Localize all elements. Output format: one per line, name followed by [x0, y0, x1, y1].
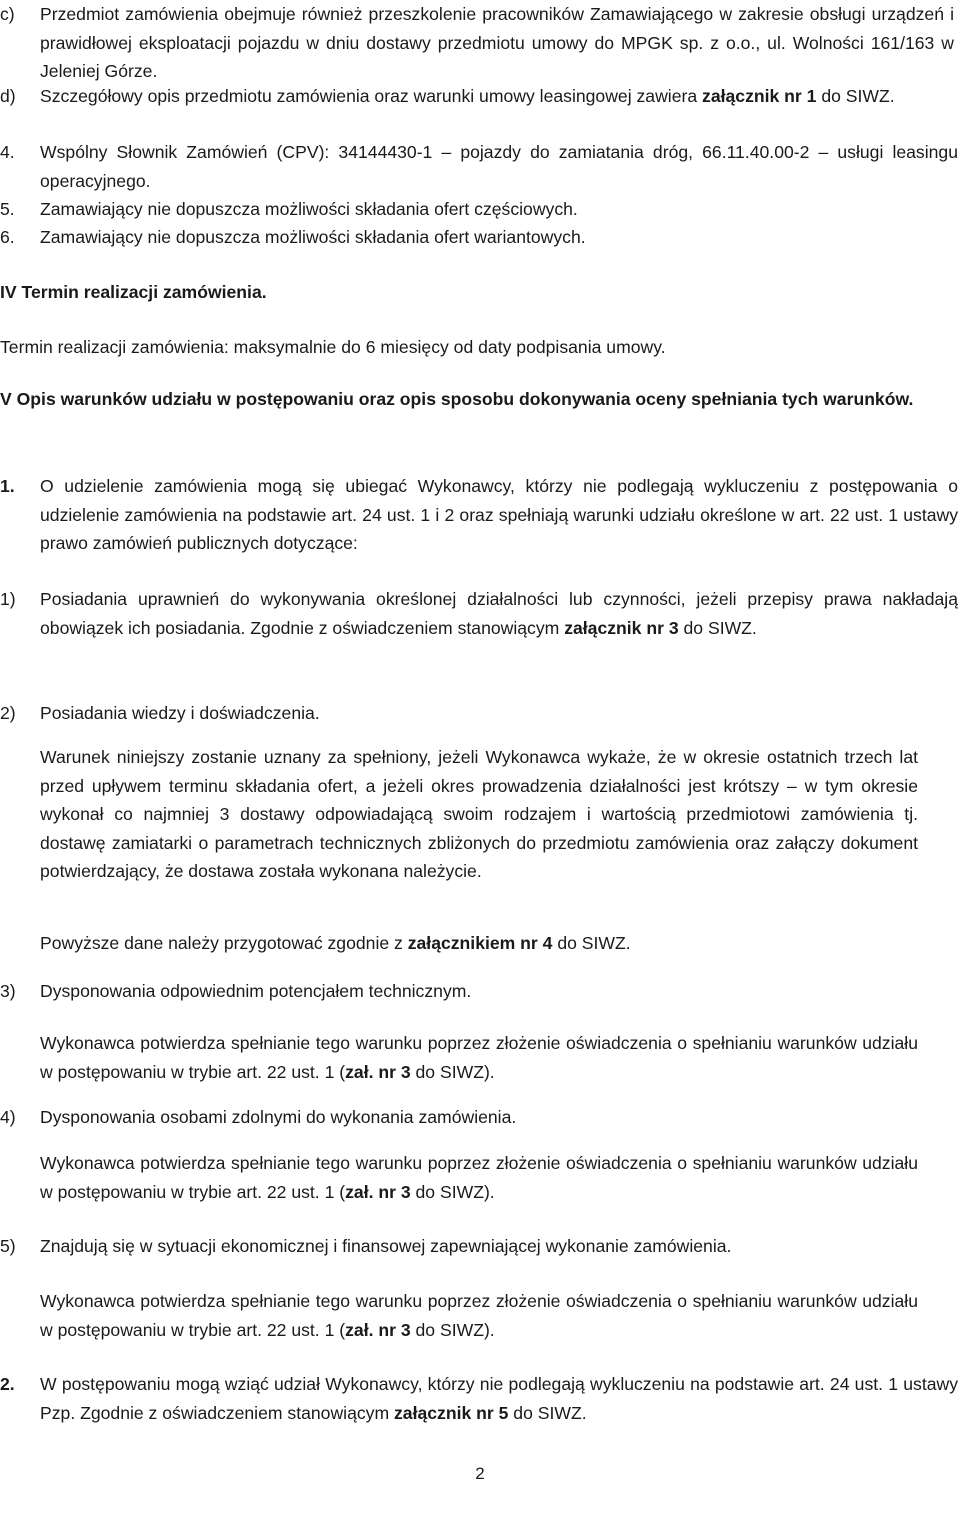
paragraph-d-tail: do SIWZ. — [816, 86, 895, 106]
condition-4-label: 4) — [0, 1107, 16, 1127]
condition-3-description — [0, 1029, 918, 1086]
condition-2 — [0, 699, 958, 728]
condition-3-desc-bold: zał. nr 3 — [345, 1061, 411, 1082]
condition-5-desc-text: Wykonawca potwierdza spełnianie tego warunku poprzez złożenie oświadczenia o spełnianiu warunków udziału w postępowaniu w trybie art. 22 ust. 1 ( — [40, 1291, 918, 1340]
paragraph-d-label: d) — [0, 86, 16, 106]
item-4-text: Wspólny Słownik Zamówień (CPV): 34144430-1 – pojazdy do zamiatania dróg, 66.11.40.00-2 – usługi leasingu operacyjnego. — [40, 142, 958, 191]
item-6-text: Zamawiający nie dopuszcza możliwości składania ofert wariantowych. — [40, 227, 586, 247]
condition-5-text: Znajdują się w sytuacji ekonomicznej i finansowej zapewniającej wykonanie zamówienia. — [40, 1236, 732, 1256]
condition-1-label: 1) — [0, 589, 16, 609]
point-2 — [0, 1370, 958, 1427]
condition-4 — [0, 1103, 958, 1132]
condition-2-text: Posiadania wiedzy i doświadczenia. — [40, 703, 320, 723]
point-1 — [0, 472, 958, 558]
condition-2-label: 2) — [0, 703, 16, 723]
item-6-label: 6. — [0, 227, 15, 247]
point-2-tail: do SIWZ. — [508, 1402, 587, 1423]
item-6 — [0, 223, 958, 252]
point-1-text: O udzielenie zamówienia mogą się ubiegać Wykonawcy, którzy nie podlegają wykluczeniu z postępowania o udzielenie zamówienia na podstawie art. 24 ust. 1 i 2 oraz spełniają warunki udziału określone w art. 22 ust. 1 ustawy prawo zamówień publicznych dotyczące: — [40, 476, 958, 553]
paragraph-d — [0, 82, 954, 111]
paragraph-c-label: c) — [0, 4, 15, 24]
section-iv-heading: IV Termin realizacji zamówienia. — [0, 282, 267, 302]
condition-1-tail: do SIWZ. — [678, 617, 757, 638]
condition-2-note-text: Powyższe dane należy przygotować zgodnie z — [40, 933, 408, 953]
point-1-label: 1. — [0, 476, 15, 496]
condition-5-label: 5) — [0, 1236, 16, 1256]
condition-5 — [0, 1232, 958, 1261]
condition-4-desc-bold: zał. nr 3 — [345, 1181, 411, 1202]
condition-2-note-bold: załącznikiem nr 4 — [407, 933, 553, 953]
condition-3-text: Dysponowania odpowiednim potencjałem technicznym. — [40, 981, 472, 1001]
condition-2-note-tail: do SIWZ. — [552, 933, 631, 953]
condition-3-desc-tail: do SIWZ). — [410, 1061, 495, 1082]
item-5 — [0, 195, 958, 224]
paragraph-c-text: Przedmiot zamówienia obejmuje również przeszkolenie pracowników Zamawiającego w zakresie obsługi urządzeń i prawidłowej eksploatacji pojazdu w dniu dostawy przedmiotu umowy do MPGK sp. z o.o., ul. Wolności 161/163 w Jeleniej Górze. — [40, 4, 954, 81]
condition-1 — [0, 585, 958, 642]
termin-text: Termin realizacji zamówienia: maksymalnie do 6 miesięcy od daty podpisania umowy. — [0, 337, 666, 357]
condition-1-text: Posiadania uprawnień do wykonywania określonej działalności lub czynności, jeżeli przepisy prawa nakładają obowiązek ich posiadania. Zgodnie z oświadczeniem stanowiącym — [40, 589, 958, 638]
condition-5-description — [0, 1287, 918, 1344]
condition-3-desc-text: Wykonawca potwierdza spełnianie tego warunku poprzez złożenie oświadczenia o spełnianiu warunków udziału w postępowaniu w trybie art. 22 ust. 1 ( — [40, 1033, 918, 1082]
point-2-label: 2. — [0, 1374, 15, 1394]
point-2-text: W postępowaniu mogą wziąć udział Wykonawcy, którzy nie podlegają wykluczeniu na podstawie art. 24 ust. 1 ustawy Pzp. Zgodnie z oświadczeniem stanowiącym — [40, 1374, 958, 1423]
condition-3 — [0, 977, 958, 1006]
item-5-label: 5. — [0, 199, 15, 219]
item-4 — [0, 138, 958, 195]
condition-4-desc-tail: do SIWZ). — [410, 1181, 495, 1202]
condition-2-note — [0, 929, 918, 958]
condition-5-desc-bold: zał. nr 3 — [345, 1319, 411, 1340]
condition-4-desc-text: Wykonawca potwierdza spełnianie tego warunku poprzez złożenie oświadczenia o spełnianiu warunków udziału w postępowaniu w trybie art. 22 ust. 1 ( — [40, 1153, 918, 1202]
point-2-bold: załącznik nr 5 — [394, 1402, 509, 1423]
condition-3-label: 3) — [0, 981, 16, 1001]
paragraph-d-text: Szczegółowy opis przedmiotu zamówienia oraz warunki umowy leasingowej zawiera — [40, 86, 698, 106]
paragraph-c — [0, 0, 954, 86]
condition-2-description: Warunek niniejszy zostanie uznany za spełniony, jeżeli Wykonawca wykaże, że w okresie ostatnich trzech lat przed upływem terminu składania ofert, a jeżeli okres prowadzenia działalności jest krótszy – w tym okresie wykonał co najmniej 3 dostawy odpowiadającą swoim rodzajem i wartością przedmiotowi zamówienia tj. dostawę zamiatarki o parametrach technicznych zbliżonych do przedmiotu zamówienia oraz załączy dokument potwierdzający, że dostawa została wykonana należycie. — [40, 747, 918, 881]
condition-1-bold: załącznik nr 3 — [564, 617, 679, 638]
paragraph-d-bold: załącznik nr 1 — [702, 86, 817, 106]
item-4-label: 4. — [0, 142, 15, 162]
section-v-heading: V Opis warunków udziału w postępowaniu oraz opis sposobu dokonywania oceny spełniania tych warunków. — [0, 389, 914, 409]
item-5-text: Zamawiający nie dopuszcza możliwości składania ofert częściowych. — [40, 199, 578, 219]
condition-5-desc-tail: do SIWZ). — [410, 1319, 495, 1340]
condition-4-text: Dysponowania osobami zdolnymi do wykonania zamówienia. — [40, 1107, 517, 1127]
condition-4-description — [0, 1149, 918, 1206]
page-number: 2 — [475, 1464, 485, 1483]
